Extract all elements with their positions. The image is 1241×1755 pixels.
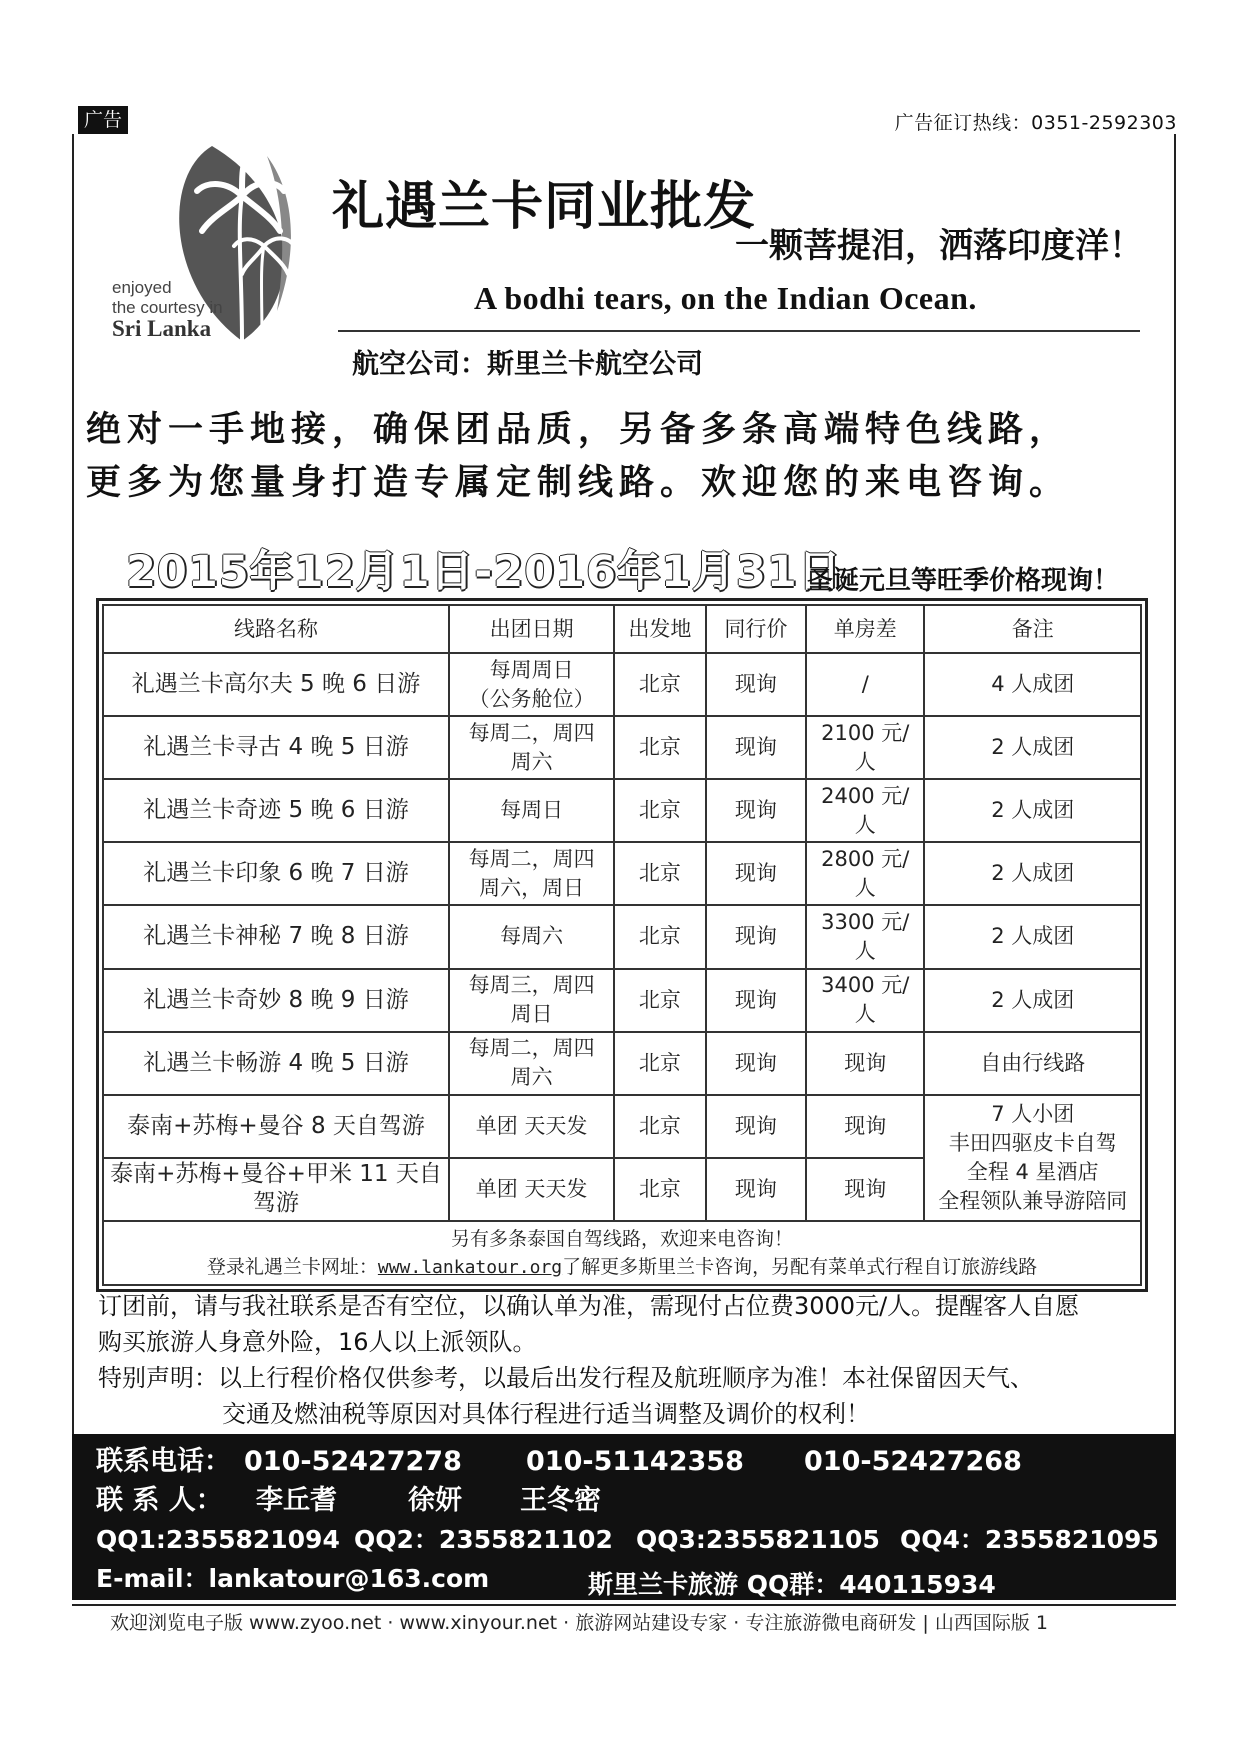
table-row [103, 653, 1141, 716]
departure-date-cell: 每周六 [449, 905, 614, 968]
departure-city-cell: 北京 [614, 842, 706, 905]
remarks-cell-merged: 7 人小团 丰田四驱皮卡自驾 全程 4 星酒店 全程领队兼导游陪同 [924, 1095, 1141, 1221]
route-name-cell: 泰南+苏梅+曼谷+甲米 11 天自驾游 [103, 1158, 449, 1221]
departure-city-cell: 北京 [614, 905, 706, 968]
phone-number-2[interactable]: 010-51142358 [526, 1446, 744, 1477]
departure-date-cell: 每周周日 （公务舱位） [449, 653, 614, 716]
table-footer-line-2 [108, 1253, 1136, 1282]
ad-hotline: 广告征订热线：0351-2592303 [894, 112, 1177, 134]
departure-city-cell: 北京 [614, 1032, 706, 1095]
remarks-cell: 2 人成团 [924, 842, 1141, 905]
intro-line-2: 更多为您量身打造专属定制线路。欢迎您的来电咨询。 [86, 463, 1071, 503]
footer-divider [72, 1604, 1176, 1606]
table-row [103, 1032, 1141, 1095]
booking-notes [98, 1288, 1138, 1432]
ad-tag: 广告 [78, 106, 128, 134]
departure-city-cell: 北京 [614, 716, 706, 779]
departure-date-cell: 单团 天天发 [449, 1095, 614, 1158]
peak-season-note: 圣诞元旦等旺季价格现询！ [806, 566, 1119, 596]
note-line-4: 交通及燃油税等原因对具体行程进行适当调整及调价的权利！ [222, 1400, 870, 1428]
note-line-1: 订团前，请与我社联系是否有空位，以确认单为准，需现付占位费3000元/人。提醒客人自愿 [98, 1292, 1080, 1320]
trade-price-cell: 现询 [706, 779, 806, 842]
single-supplement-cell: 现询 [806, 1095, 924, 1158]
departure-date-cell: 每周三，周四 周日 [449, 969, 614, 1032]
table-footer-prefix: 登录礼遇兰卡网址： [206, 1255, 378, 1278]
slogan-english: A bodhi tears, on the Indian Ocean. [474, 280, 977, 316]
intro-line-1: 绝对一手地接，确保团品质，另备多条高端特色线路， [86, 410, 1071, 450]
logo-text-sri-lanka: Sri Lanka [112, 316, 212, 341]
table-row [103, 716, 1141, 779]
header-departure-date: 出团日期 [449, 605, 614, 653]
route-name-cell: 泰南+苏梅+曼谷 8 天自驾游 [103, 1095, 449, 1158]
single-supplement-cell: 2400 元/人 [806, 779, 924, 842]
header-remarks: 备注 [924, 605, 1141, 653]
single-supplement-cell: 现询 [806, 1032, 924, 1095]
trade-price-cell: 现询 [706, 1032, 806, 1095]
remarks-cell: 自由行线路 [924, 1032, 1141, 1095]
header-single-supplement: 单房差 [806, 605, 924, 653]
route-name-cell: 礼遇兰卡奇妙 8 晚 9 日游 [103, 969, 449, 1032]
website-link[interactable]: www.lankatour.org [377, 1256, 563, 1278]
qq-number-4[interactable]: QQ4：2355821095 [900, 1525, 1159, 1554]
contact-phone-row [96, 1442, 1176, 1481]
departure-date-cell: 每周二，周四 周六 [449, 716, 614, 779]
route-name-cell: 礼遇兰卡神秘 7 晚 8 日游 [103, 905, 449, 968]
departure-city-cell: 北京 [614, 1158, 706, 1221]
slogan-chinese: 一颗菩提泪，洒落印度洋！ [735, 226, 1143, 266]
contact-person-1: 李丘耆 [256, 1485, 337, 1516]
person-label: 联 系 人： [96, 1485, 223, 1516]
single-supplement-cell: 3400 元/人 [806, 969, 924, 1032]
qq-number-3[interactable]: QQ3:2355821105 [636, 1525, 880, 1554]
title-divider [338, 330, 1140, 332]
page-title: 礼遇兰卡同业批发 [332, 176, 757, 237]
route-name-cell: 礼遇兰卡畅游 4 晚 5 日游 [103, 1032, 449, 1095]
departure-city-cell: 北京 [614, 653, 706, 716]
contact-panel [72, 1434, 1176, 1600]
page-footer: 欢迎浏览电子版 www.zyoo.net · www.xinyour.net · 旅游网站建设专家 · 专注旅游微电商研发 | 山西国际版 1 [110, 1612, 1048, 1634]
trade-price-cell: 现询 [706, 1095, 806, 1158]
airline-info: 航空公司：斯里兰卡航空公司 [352, 349, 703, 380]
email-address[interactable]: E-mail：lankatour@163.com [96, 1564, 490, 1593]
departure-date-cell: 每周二，周四 周六 [449, 1032, 614, 1095]
single-supplement-cell: 2100 元/人 [806, 716, 924, 779]
routes-table [102, 604, 1142, 1286]
header-departure-city: 出发地 [614, 605, 706, 653]
trade-price-cell: 现询 [706, 842, 806, 905]
remarks-cell: 2 人成团 [924, 905, 1141, 968]
trade-price-cell: 现询 [706, 716, 806, 779]
trade-price-cell: 现询 [706, 653, 806, 716]
qq-number-2[interactable]: QQ2：2355821102 [354, 1525, 613, 1554]
contact-person-3: 王冬密 [520, 1485, 601, 1516]
note-line-3: 特别声明：以上行程价格仅供参考，以最后出发行程及航班顺序为准！本社保留因天气、 [98, 1364, 1034, 1392]
departure-date-cell: 每周二，周四 周六，周日 [449, 842, 614, 905]
phone-number-1[interactable]: 010-52427278 [244, 1446, 462, 1477]
table-footer-line-1: 另有多条泰国自驾线路，欢迎来电咨询！ [450, 1227, 793, 1250]
contact-person-2: 徐妍 [408, 1485, 462, 1516]
header-trade-price: 同行价 [706, 605, 806, 653]
remarks-cell: 2 人成团 [924, 716, 1141, 779]
single-supplement-cell: / [806, 653, 924, 716]
contact-email-row [96, 1559, 1176, 1598]
table-row [103, 779, 1141, 842]
trade-price-cell: 现询 [706, 1158, 806, 1221]
departure-city-cell: 北京 [614, 969, 706, 1032]
table-row [103, 842, 1141, 905]
remarks-cell: 2 人成团 [924, 969, 1141, 1032]
table-row [103, 1095, 1141, 1158]
table-footer-row [103, 1221, 1141, 1285]
intro-text [86, 404, 1166, 510]
qq-group[interactable]: 斯里兰卡旅游 QQ群：440115934 [588, 1570, 996, 1599]
departure-date-cell: 每周日 [449, 779, 614, 842]
remarks-cell: 2 人成团 [924, 779, 1141, 842]
single-supplement-cell: 现询 [806, 1158, 924, 1221]
phone-number-3[interactable]: 010-52427268 [804, 1446, 1022, 1477]
single-supplement-cell: 2800 元/人 [806, 842, 924, 905]
logo-text-enjoyed: enjoyed [112, 278, 172, 297]
table-body [103, 653, 1141, 1221]
single-supplement-cell: 3300 元/人 [806, 905, 924, 968]
validity-period [126, 538, 842, 599]
table-footer-suffix: 了解更多斯里兰卡咨询，另配有菜单式行程自订旅游线路 [562, 1255, 1038, 1278]
route-name-cell: 礼遇兰卡高尔夫 5 晚 6 日游 [103, 653, 449, 716]
trade-price-cell: 现询 [706, 969, 806, 1032]
routes-table-frame [96, 598, 1148, 1292]
note-line-2: 购买旅游人身意外险，16人以上派领队。 [98, 1328, 537, 1356]
table-footer [103, 1221, 1141, 1285]
validity-period-text: 2015年12月1日-2016年1月31日 [126, 547, 842, 597]
header-route-name: 线路名称 [103, 605, 449, 653]
route-name-cell: 礼遇兰卡印象 6 晚 7 日游 [103, 842, 449, 905]
table-header-row [103, 605, 1141, 653]
route-name-cell: 礼遇兰卡寻古 4 晚 5 日游 [103, 716, 449, 779]
departure-date-cell: 单团 天天发 [449, 1158, 614, 1221]
logo-text-courtesy: the courtesy in [112, 298, 223, 317]
phone-label: 联系电话： [96, 1446, 231, 1477]
remarks-cell: 4 人成团 [924, 653, 1141, 716]
contact-person-row [96, 1481, 1176, 1520]
qq-number-1[interactable]: QQ1:2355821094 [96, 1525, 340, 1554]
trade-price-cell: 现询 [706, 905, 806, 968]
departure-city-cell: 北京 [614, 779, 706, 842]
route-name-cell: 礼遇兰卡奇迹 5 晚 6 日游 [103, 779, 449, 842]
contact-qq-row [96, 1520, 1176, 1559]
table-row [103, 905, 1141, 968]
table-row [103, 969, 1141, 1032]
departure-city-cell: 北京 [614, 1095, 706, 1158]
